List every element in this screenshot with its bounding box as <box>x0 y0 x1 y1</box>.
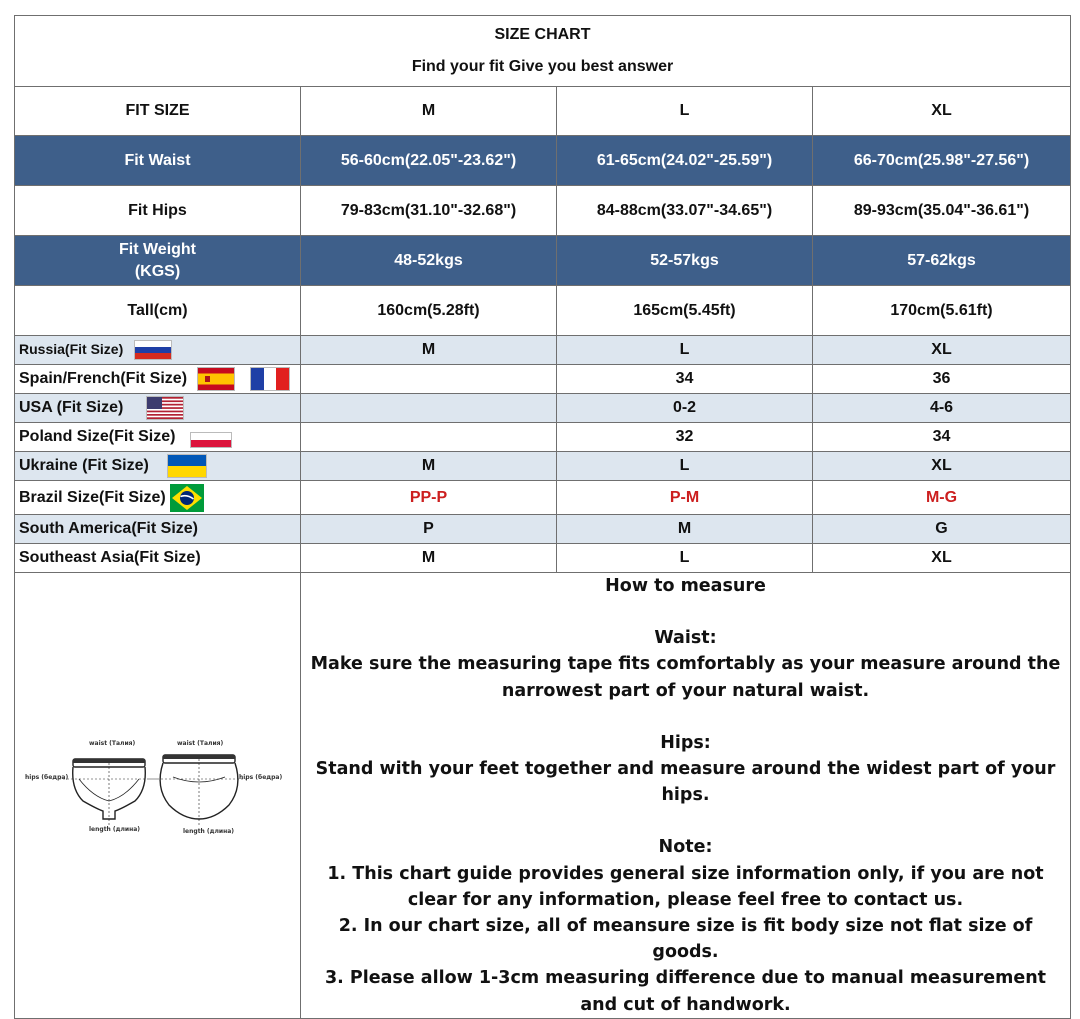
cell-value: 160cm(5.28ft) <box>301 286 557 336</box>
row-label: Fit Waist <box>15 136 301 186</box>
cell-value: XL <box>813 544 1071 573</box>
note-item: 3. Please allow 1-3cm measuring difference due to manual measurement and cut of handwork. <box>324 968 1047 1015</box>
row-label <box>15 481 301 515</box>
size-chart-table <box>14 15 1071 1019</box>
cell-value: 4-6 <box>813 394 1071 423</box>
row-spain-france <box>15 365 1071 394</box>
cell-value: 84-88cm(33.07"-34.65") <box>557 186 813 236</box>
cell-value: 165cm(5.45ft) <box>557 286 813 336</box>
title-line-2: Find your fit Give you best answer <box>411 58 674 75</box>
cell-value: 52-57kgs <box>557 236 813 286</box>
row-label-line-2: (KGS) <box>134 262 181 280</box>
hips-title: Hips: <box>660 732 711 753</box>
region-label: Russia(Fit Size) <box>19 341 124 358</box>
cell-value: 66-70cm(25.98"-27.56") <box>813 136 1071 186</box>
measure-instructions-cell <box>301 573 1071 1019</box>
title-row <box>15 16 1071 87</box>
waist-label-back: waist (Талия) <box>176 739 223 747</box>
size-chart-sheet <box>14 15 1070 1019</box>
cell-value: 0-2 <box>557 394 813 423</box>
row-label: South America(Fit Size) <box>15 515 301 544</box>
cell-value: G <box>813 515 1071 544</box>
cell-value <box>301 365 557 394</box>
cell-value: L <box>557 452 813 481</box>
region-label: Poland Size(Fit Size) <box>19 428 176 446</box>
note-title: Note: <box>658 837 713 858</box>
header-size-l: L <box>557 87 813 136</box>
cell-value: 36 <box>813 365 1071 394</box>
region-label: USA (Fit Size) <box>19 399 124 417</box>
header-size-xl: XL <box>813 87 1071 136</box>
row-tall <box>15 286 1071 336</box>
brief-front-icon <box>59 759 159 825</box>
measure-row <box>15 573 1071 1019</box>
cell-value: 34 <box>557 365 813 394</box>
cell-value: PP-P <box>301 481 557 515</box>
waist-text: Make sure the measuring tape fits comfortably as your measure around the narrowest part of your natural waist. <box>310 654 1061 701</box>
brazil-flag-icon <box>170 484 204 512</box>
row-poland <box>15 423 1071 452</box>
cell-value: 32 <box>557 423 813 452</box>
header-label: FIT SIZE <box>15 87 301 136</box>
hips-label-front: hips (бедра) <box>24 773 68 781</box>
chart-title <box>15 16 1071 87</box>
cell-value <box>301 423 557 452</box>
russia-flag-icon <box>134 340 172 360</box>
row-southeast-asia <box>15 544 1071 573</box>
cell-value: M <box>301 336 557 365</box>
row-south-america <box>15 515 1071 544</box>
row-ukraine <box>15 452 1071 481</box>
note-item: 2. In our chart size, all of meansure size is fit body size not flat size of goods. <box>338 916 1033 963</box>
row-label <box>15 365 301 394</box>
cell-value: L <box>557 544 813 573</box>
cell-value: 34 <box>813 423 1071 452</box>
cell-value: XL <box>813 336 1071 365</box>
cell-value: 79-83cm(31.10"-32.68") <box>301 186 557 236</box>
how-to-measure-heading: How to measure <box>605 576 766 596</box>
ukraine-flag-icon <box>167 454 207 478</box>
measure-instructions <box>301 573 1070 1018</box>
cell-value: XL <box>813 452 1071 481</box>
title-line-1: SIZE CHART <box>494 26 591 43</box>
cell-value: M <box>301 544 557 573</box>
row-label <box>15 336 301 365</box>
hips-text: Stand with your feet together and measure around the widest part of your hips. <box>315 759 1056 806</box>
cell-value: 61-65cm(24.02"-25.59") <box>557 136 813 186</box>
row-fit-hips <box>15 186 1071 236</box>
cell-value: M <box>557 515 813 544</box>
cell-value: M-G <box>813 481 1071 515</box>
note-item: 1. This chart guide provides general size information only, if you are not clear for any information, please feel free to contact us. <box>327 863 1044 910</box>
header-size-m: M <box>301 87 557 136</box>
cell-value: P-M <box>557 481 813 515</box>
row-label-line-1: Fit Weight <box>118 240 197 258</box>
poland-flag-icon <box>190 432 232 448</box>
header-row <box>15 87 1071 136</box>
row-label: Southeast Asia(Fit Size) <box>15 544 301 573</box>
row-label <box>15 236 301 286</box>
region-label: Brazil Size(Fit Size) <box>19 488 166 506</box>
row-label <box>15 394 301 423</box>
row-fit-waist <box>15 136 1071 186</box>
cell-value <box>301 394 557 423</box>
cell-value: 89-93cm(35.04"-36.61") <box>813 186 1071 236</box>
row-usa <box>15 394 1071 423</box>
spain-flag-icon <box>197 367 235 391</box>
waist-title: Waist: <box>654 628 717 649</box>
france-flag-icon <box>250 367 290 391</box>
cell-value: 56-60cm(22.05"-23.62") <box>301 136 557 186</box>
waist-label-front: waist (Талия) <box>88 739 135 747</box>
length-label-front: length (длина) <box>88 825 140 833</box>
cell-value: 57-62kgs <box>813 236 1071 286</box>
underwear-measure-diagram <box>23 727 293 847</box>
usa-flag-icon <box>146 396 184 420</box>
row-label: Tall(cm) <box>15 286 301 336</box>
region-label: Ukraine (Fit Size) <box>19 457 149 475</box>
cell-value: 48-52kgs <box>301 236 557 286</box>
row-fit-weight <box>15 236 1071 286</box>
row-russia <box>15 336 1071 365</box>
row-label <box>15 452 301 481</box>
row-brazil <box>15 481 1071 515</box>
hips-label-back: hips (бедра) <box>238 773 282 781</box>
row-label <box>15 423 301 452</box>
cell-value: L <box>557 336 813 365</box>
region-label: Spain/French(Fit Size) <box>19 370 188 388</box>
cell-value: 170cm(5.61ft) <box>813 286 1071 336</box>
row-label: Fit Hips <box>15 186 301 236</box>
brief-back-icon <box>149 755 249 827</box>
cell-value: P <box>301 515 557 544</box>
cell-value: M <box>301 452 557 481</box>
measure-diagram-cell <box>15 573 301 1019</box>
length-label-back: length (длина) <box>182 827 234 835</box>
